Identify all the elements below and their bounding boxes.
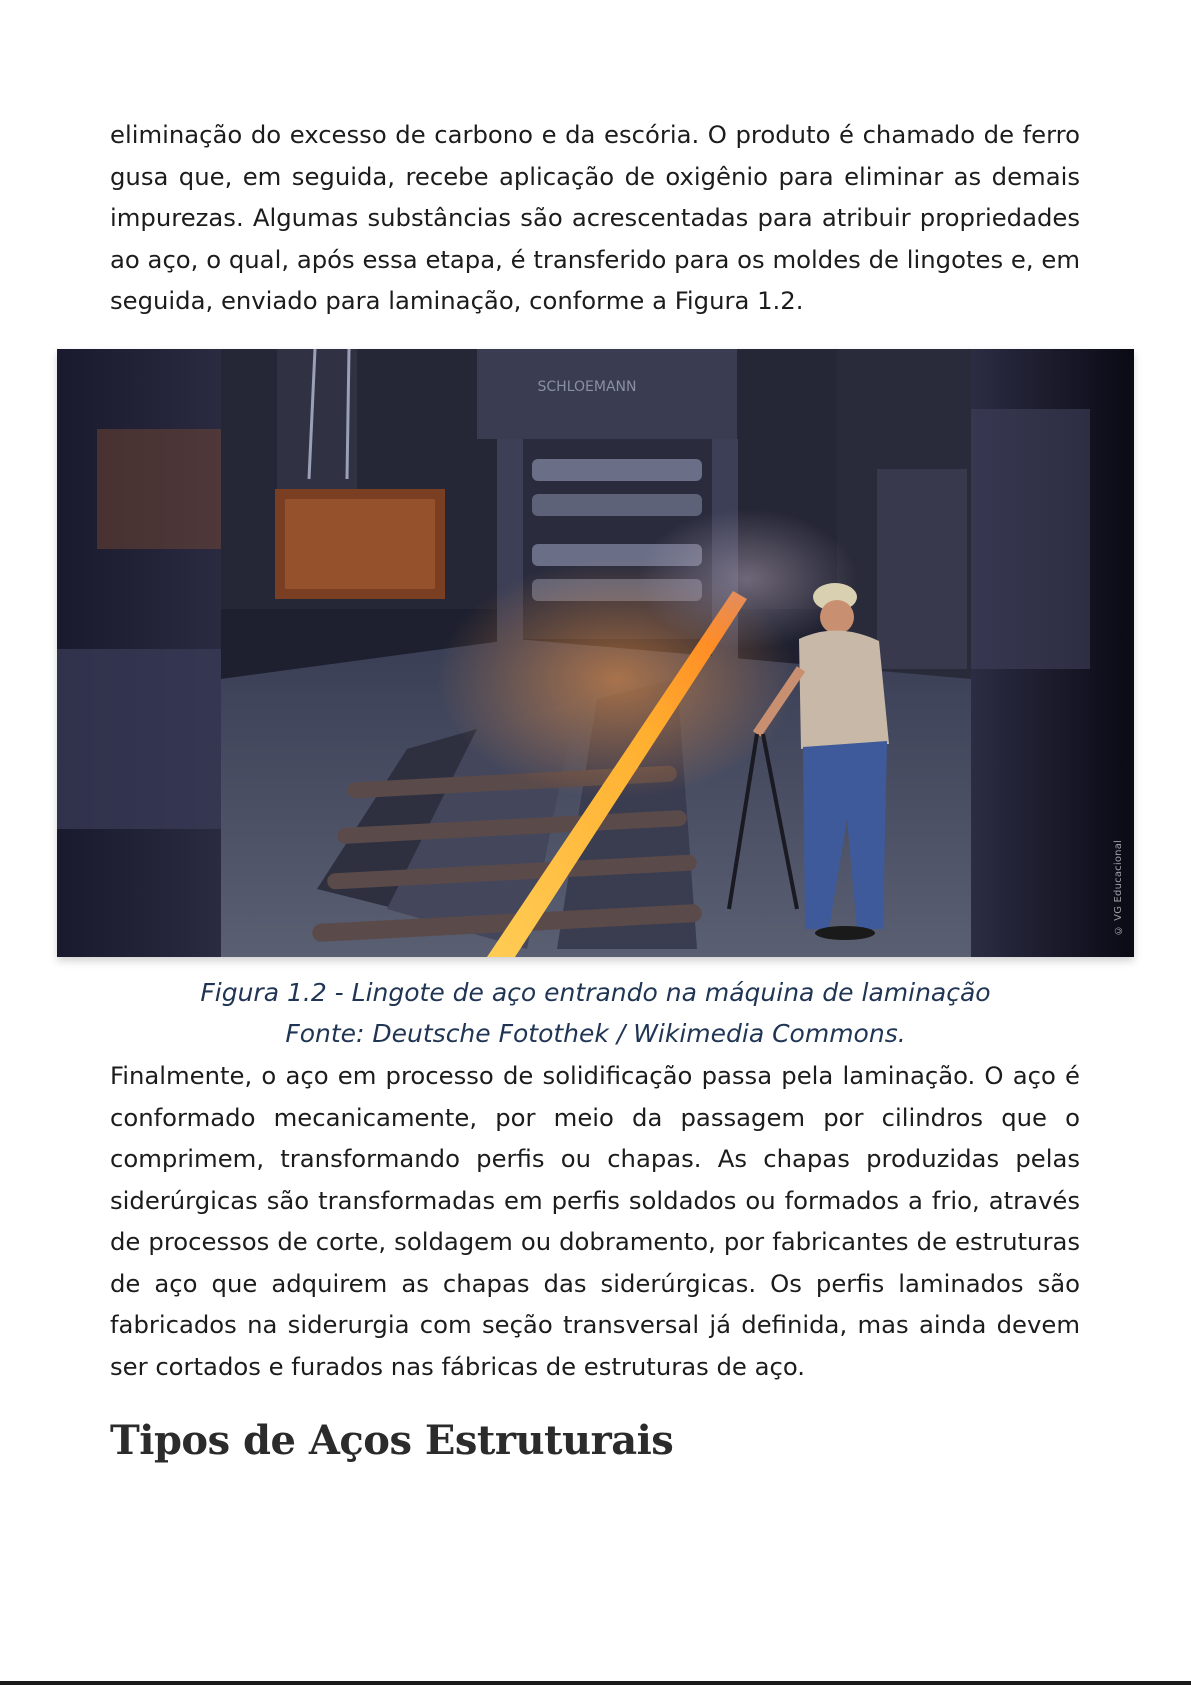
machine-label: SCHLOEMANN — [537, 379, 637, 395]
body-paragraph-1: eliminação do excesso de carbono e da escória. O produto é chamado de ferro gusa que, em seguida, recebe aplicação de oxigênio para eliminar as demais impurezas. Algumas substâncias são acrescentadas para atribuir propriedades ao aço, o qual, após essa etapa, é transferido para os moldes de lingotes e, em seguida, enviado para laminação, conforme a Figura 1.2. — [110, 120, 1080, 315]
figure-caption-title: Figura 1.2 - Lingote de aço entrando na máquina de laminação — [200, 978, 991, 1007]
section-heading: Tipos de Aços Estruturais — [110, 1417, 674, 1464]
rolling-mill-illustration — [57, 349, 1134, 957]
figure-caption-source: Fonte: Deutsche Fotothek / Wikimedia Commons. — [285, 1019, 906, 1048]
page-bottom-border — [0, 1681, 1191, 1685]
figure-rolling-mill-photo — [57, 349, 1134, 957]
image-watermark: © VG Educacional — [1113, 839, 1124, 935]
body-paragraph-2: Finalmente, o aço em processo de solidificação passa pela laminação. O aço é conformado mecanicamente, por meio da passagem por cilindros que o comprimem, transformando perfis ou chapas. As chapas produzidas pelas siderúrgicas são transformadas em perfis soldados ou formados a frio, através de processos de corte, soldagem ou dobramento, por fabricantes de estruturas de aço que adquirem as chapas das siderúrgicas. Os perfis laminados são fabricados na siderurgia com seção transversal já definida, mas ainda devem ser cortados e furados nas fábricas de estruturas de aço. — [110, 1061, 1080, 1381]
